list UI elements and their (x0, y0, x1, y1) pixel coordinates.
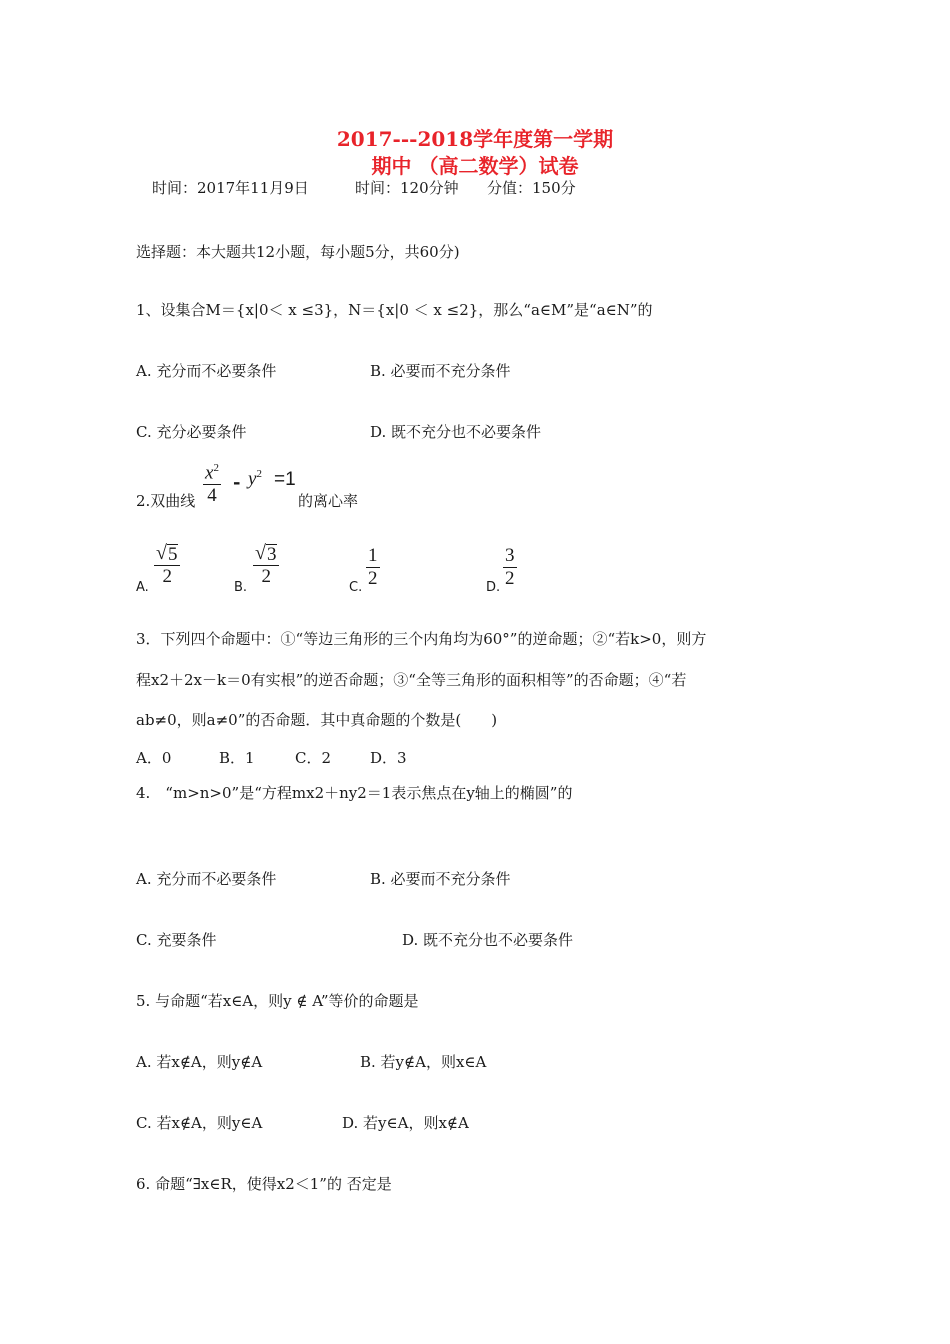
question-1-option-b: B. 必要而不充分条件 (370, 362, 511, 380)
question-2-option-a-label: A. (136, 580, 149, 595)
exam-date: 时间：2017年11月9日 (152, 179, 309, 197)
section-heading: 选择题：本大题共12小题，每小题5分，共60分) (136, 243, 460, 261)
option-c-denominator: 2 (368, 568, 378, 589)
question-3-option-b: B．1 (219, 749, 255, 767)
question-2-prefix: 2.双曲线 (136, 492, 196, 510)
question-2-option-b-fraction: √ 3 2 (253, 542, 279, 588)
option-a-radicand: 5 (167, 544, 178, 565)
option-c-numerator: 1 (368, 545, 378, 566)
equation-minus: - (233, 472, 241, 493)
question-3-line-2: 程x2＋2x－k＝0有实根”的逆否命题；③“全等三角形的面积相等”的否命题；④“若 (136, 671, 687, 689)
question-6-stem: 6. 命题“∃x∈R，使得x2＜1”的 否定是 (136, 1175, 392, 1193)
question-1-stem: 1、设集合M＝{x|0＜ x ≤3}，N＝{x|0 ＜ x ≤2}，那么“a∈M”是“a∈N”的 (136, 301, 653, 319)
option-a-denominator: 2 (162, 566, 172, 587)
question-3-option-d: D．3 (370, 749, 407, 767)
exam-score: 分值：150分 (487, 179, 576, 197)
option-b-denominator: 2 (261, 566, 271, 587)
question-2-option-b-label: B. (234, 580, 248, 595)
equation-rhs: =1 (274, 469, 296, 490)
question-4-option-a: A. 充分而不必要条件 (136, 870, 277, 888)
question-3-line-1: 3．下列四个命题中：①“等边三角形的三个内角均为60°”的逆命题；②“若k>0，则方 (136, 630, 707, 648)
option-d-numerator: 3 (505, 545, 515, 566)
question-1-option-c: C. 充分必要条件 (136, 423, 247, 441)
question-2-option-d-label: D. (486, 580, 501, 595)
exam-title-line2: 期中 （高二数学）试卷 (371, 154, 579, 178)
question-3-option-a: A．0 (136, 749, 172, 767)
equation-fraction (203, 457, 221, 507)
question-5-option-a: A. 若x∉A，则y∉A (136, 1053, 263, 1071)
exam-duration: 时间：120分钟 (355, 179, 459, 197)
question-4-option-c: C. 充要条件 (136, 931, 217, 949)
question-2-option-c-fraction (366, 545, 380, 590)
question-5-option-b: B. 若y∉A，则x∈A (360, 1053, 487, 1071)
equation-denominator: 4 (207, 485, 217, 507)
question-4-stem: 4. “m>n>0”是“方程mx2＋ny2＝1表示焦点在y轴上的椭圆”的 (136, 784, 573, 802)
question-2-option-c-label: C. (349, 580, 363, 595)
question-5-option-d: D. 若y∈A，则x∉A (342, 1114, 469, 1132)
equation-x-exponent: 2 (213, 462, 219, 474)
question-5-option-c: C. 若x∉A，则y∈A (136, 1114, 263, 1132)
option-d-denominator: 2 (505, 568, 515, 589)
question-4-option-d: D. 既不充分也不必要条件 (402, 931, 574, 949)
question-2-option-d-fraction (503, 545, 517, 590)
exam-title-line1: 2017---2018学年度第一学期 (336, 127, 614, 151)
question-3-line-3: ab≠0，则a≠0”的否命题．其中真命题的个数是( ) (136, 711, 498, 729)
equation-x: x (205, 462, 214, 484)
equation-y-exponent: 2 (256, 468, 262, 480)
option-b-radicand: 3 (266, 544, 277, 565)
question-1-option-d: D. 既不充分也不必要条件 (370, 423, 542, 441)
question-2-suffix: 的离心率 (298, 492, 359, 510)
question-3-option-c: C．2 (295, 749, 332, 767)
question-5-stem: 5. 与命题“若x∈A，则y ∉ A”等价的命题是 (136, 992, 419, 1010)
equation-y: y (248, 468, 257, 490)
question-2-option-a-fraction: √ 5 2 (154, 542, 180, 588)
question-1-option-a: A. 充分而不必要条件 (136, 362, 277, 380)
question-4-option-b: B. 必要而不充分条件 (370, 870, 511, 888)
